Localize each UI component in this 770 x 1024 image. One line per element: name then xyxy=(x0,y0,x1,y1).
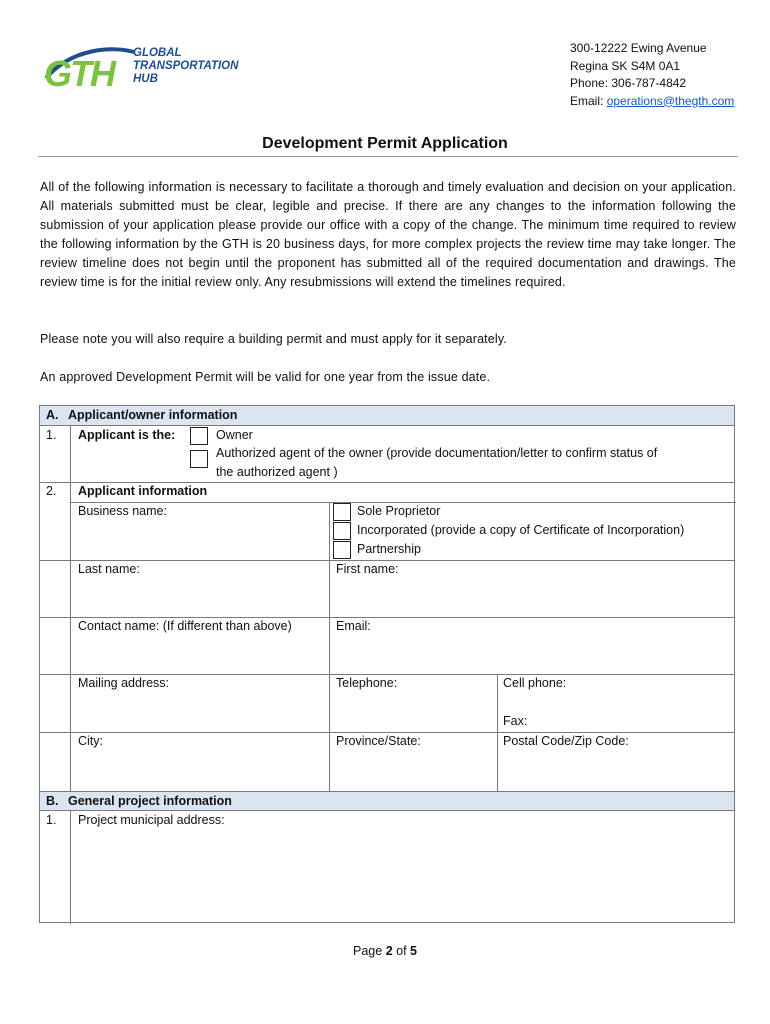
section-b-title: General project information xyxy=(68,794,232,808)
contact-name-label: Contact name: (If different than above) xyxy=(78,619,292,633)
column-divider xyxy=(497,674,498,800)
cell-phone-label: Cell phone: xyxy=(503,676,567,690)
sole-proprietor-checkbox[interactable] xyxy=(333,503,351,521)
section-a-header xyxy=(40,406,734,426)
title-divider xyxy=(38,156,738,157)
page-title: Development Permit Application xyxy=(262,135,508,152)
row-divider xyxy=(40,674,734,675)
partnership-checkbox[interactable] xyxy=(333,541,351,559)
incorporated-checkbox[interactable] xyxy=(333,522,351,540)
section-b-header xyxy=(40,791,734,811)
logo-line-hub: HUB xyxy=(133,73,158,85)
page-of: of xyxy=(392,944,411,958)
agent-option-label-2: the authorized agent ) xyxy=(216,465,338,479)
last-name-label: Last name: xyxy=(78,562,140,576)
page-footer xyxy=(0,944,770,958)
building-permit-note: Please note you will also require a building permit and must apply for it separately. xyxy=(40,332,507,346)
row-divider xyxy=(40,617,734,618)
address-street: 300-12222 Ewing Avenue xyxy=(570,41,707,55)
business-name-label: Business name: xyxy=(78,504,167,518)
logo-line-transportation: TRANSPORTATION xyxy=(133,60,239,72)
application-form xyxy=(39,405,735,923)
email-field-label: Email: xyxy=(336,619,371,633)
first-name-label: First name: xyxy=(336,562,399,576)
page-total: 5 xyxy=(410,944,417,958)
mailing-address-label: Mailing address: xyxy=(78,676,170,690)
section-b-letter: B. xyxy=(46,794,59,808)
row-divider xyxy=(70,502,736,503)
agent-option-label-1: Authorized agent of the owner (provide documentation/letter to confirm status of xyxy=(216,446,658,460)
owner-checkbox[interactable] xyxy=(190,427,208,445)
agent-checkbox[interactable] xyxy=(190,450,208,468)
applicant-is-label: Applicant is the: xyxy=(78,428,176,442)
email-label: Email: xyxy=(570,93,607,108)
row-divider xyxy=(40,732,734,733)
item-1-number: 1. xyxy=(46,428,57,442)
incorporated-label: Incorporated (provide a copy of Certificate of Incorporation) xyxy=(357,523,685,537)
logo-mark: GTH xyxy=(44,53,114,94)
logo-wordmark xyxy=(133,47,238,86)
row-divider xyxy=(40,482,734,483)
project-address-label: Project municipal address: xyxy=(78,813,225,827)
validity-note: An approved Development Permit will be valid for one year from the issue date. xyxy=(40,370,491,384)
address-phone: Phone: 306-787-4842 xyxy=(570,76,687,90)
partnership-label: Partnership xyxy=(357,542,421,556)
address-email xyxy=(570,93,734,111)
number-column-divider-b xyxy=(70,811,71,924)
b-item-1-number: 1. xyxy=(46,813,57,827)
province-label: Province/State: xyxy=(336,734,421,748)
intro-paragraph: All of the following information is necessary to facilitate a thorough and timely evaluation and decision on your application. All materials submitted must be clear, legible and precise. If there are any changes to the information following the submission of your application please provide our office with a copy of the change. The minimum time required to review the following information by the GTH is 20 business days, for more complex projects the review time may take longer. The review timeline does not begin until the proponent has submitted all of the required documentation and drawings. The review time is for the initial review only. Any resubmissions will extend the timelines required. xyxy=(40,180,736,289)
email-link[interactable]: operations@thegth.com xyxy=(606,93,735,108)
row-divider xyxy=(40,560,734,561)
applicant-info-label: Applicant information xyxy=(78,484,208,498)
column-divider xyxy=(329,502,330,800)
address-block xyxy=(570,40,734,110)
page-prefix: Page xyxy=(353,944,386,958)
owner-option-label: Owner xyxy=(216,428,253,442)
city-label: City: xyxy=(78,734,103,748)
sole-proprietor-label: Sole Proprietor xyxy=(357,504,441,518)
section-a-letter: A. xyxy=(46,408,59,422)
address-city: Regina SK S4M 0A1 xyxy=(570,58,681,73)
section-a-title: Applicant/owner information xyxy=(68,408,238,422)
logo-line-global: GLOBAL xyxy=(133,47,182,59)
item-2-number: 2. xyxy=(46,484,57,498)
postal-code-label: Postal Code/Zip Code: xyxy=(503,734,629,748)
telephone-label: Telephone: xyxy=(336,676,398,690)
page-current: 2 xyxy=(385,944,393,958)
fax-label: Fax: xyxy=(503,714,528,728)
